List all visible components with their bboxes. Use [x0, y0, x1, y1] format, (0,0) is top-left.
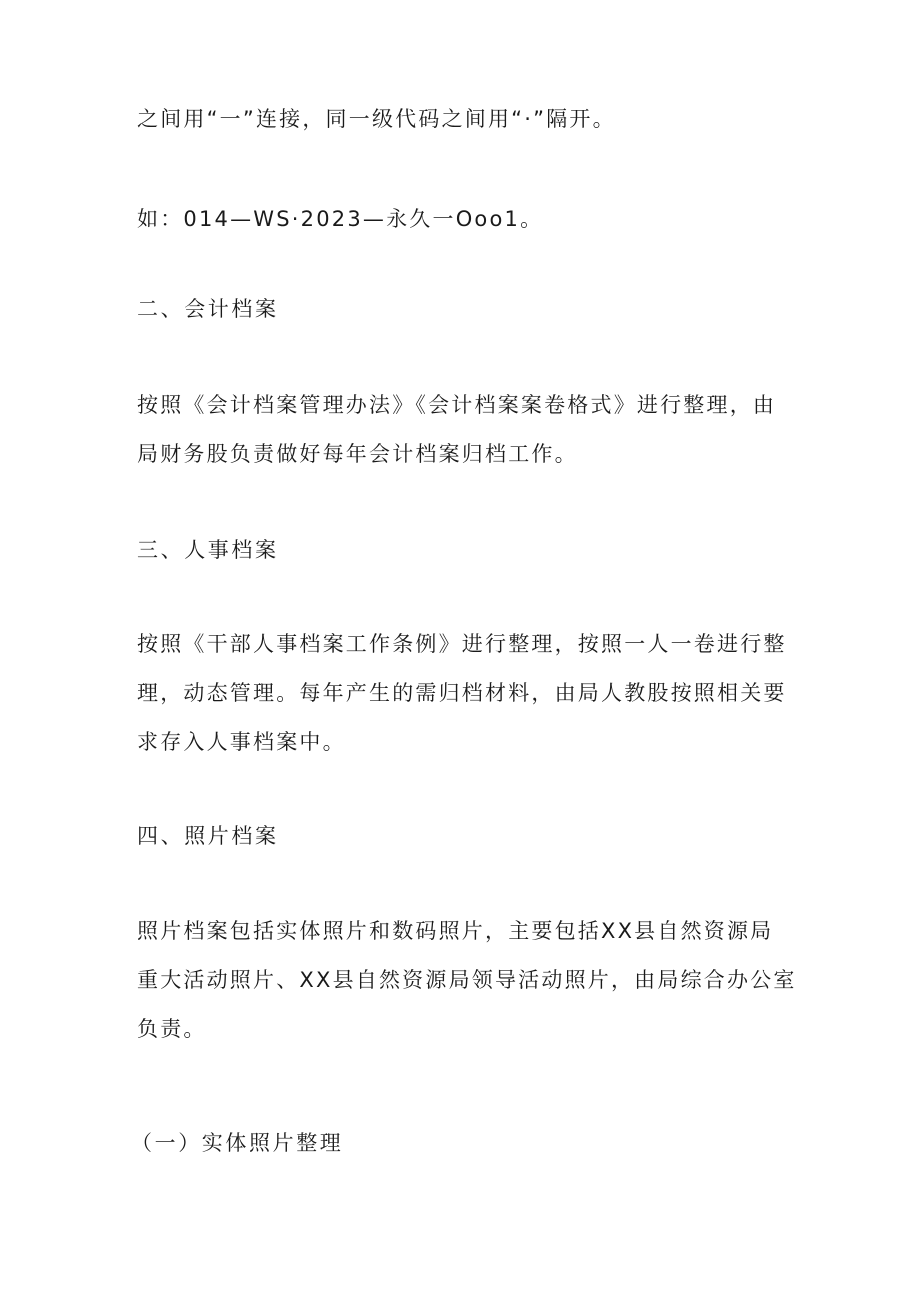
- paragraph-line: 之间用“一”连接，同一级代码之间用“·”隔开。: [137, 107, 616, 131]
- paragraph-line: 求存入人事档案中。: [137, 730, 346, 754]
- section-heading-photos: 四、照片档案: [137, 824, 279, 848]
- section-heading-personnel: 三、人事档案: [137, 538, 279, 562]
- paragraph-line: 重大活动照片、XX县自然资源局领导活动照片，由局综合办公室: [137, 968, 797, 992]
- paragraph-line: 理，动态管理。每年产生的需归档材料，由局人教股按照相关要: [137, 681, 787, 705]
- paragraph-line: 按照《干部人事档案工作条例》进行整理，按照一人一卷进行整: [137, 632, 787, 656]
- paragraph-line: 照片档案包括实体照片和数码照片，主要包括XX县自然资源局: [137, 919, 774, 943]
- paragraph-line: 负责。: [137, 1017, 207, 1041]
- example-code-line: 如：014—WS·2023—永久一Ooo1。: [137, 207, 544, 231]
- section-heading-accounting: 二、会计档案: [137, 297, 279, 321]
- subsection-heading-physical-photos: （一）实体照片整理: [131, 1131, 344, 1155]
- paragraph-line: 局财务股负责做好每年会计档案归档工作。: [137, 442, 578, 466]
- paragraph-line: 按照《会计档案管理办法》《会计档案案卷格式》进行整理，由: [137, 393, 777, 417]
